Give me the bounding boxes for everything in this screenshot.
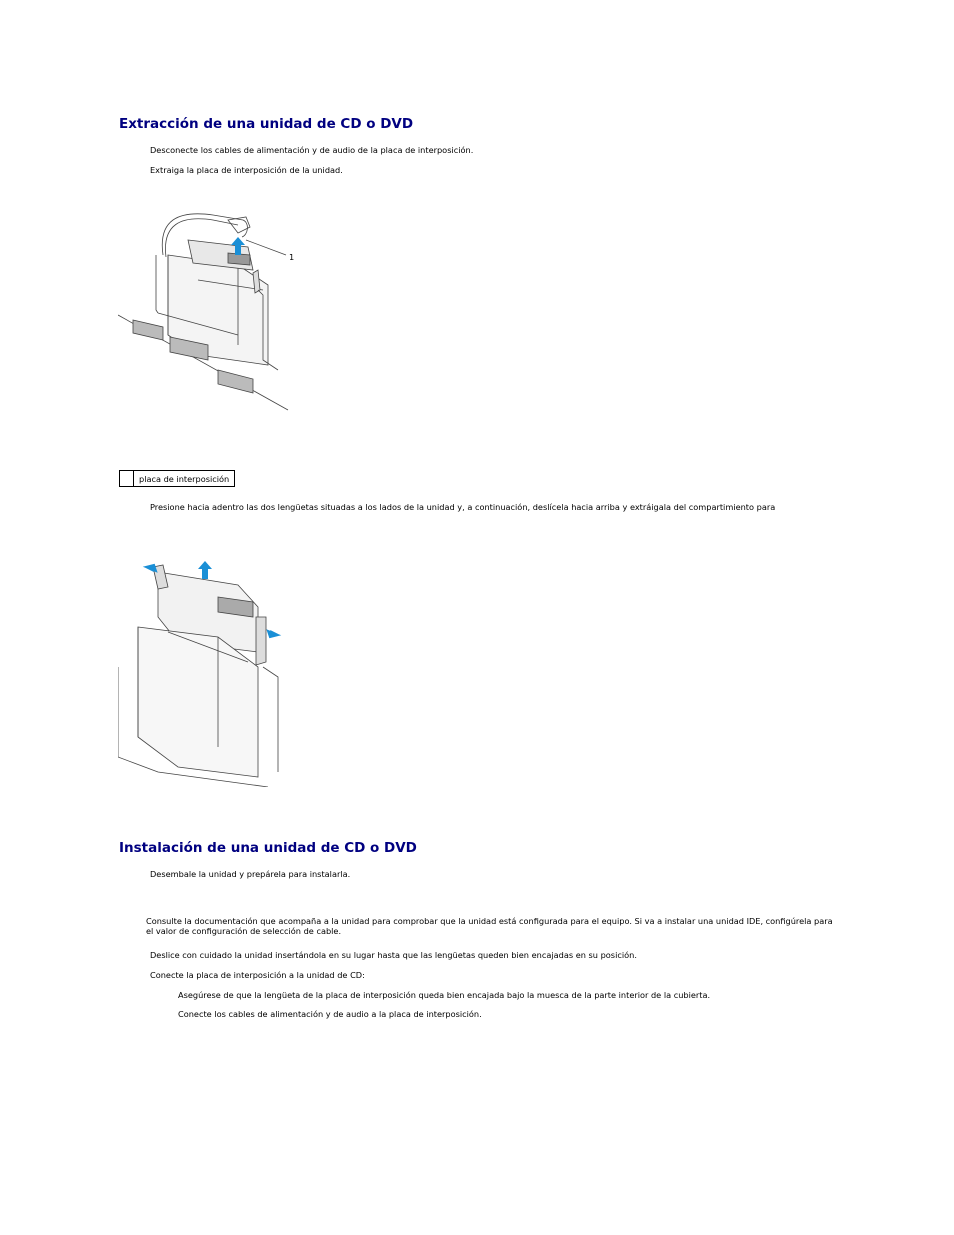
- install-note: Consulte la documentación que acompaña a la unidad para comprobar que la unidad está configurada para el equipo. Si va a instalar una unidad IDE, configúrela para el valor de configuración de selección de cable.: [146, 916, 833, 936]
- removal-step-3: Presione hacia adentro las dos lengüetas situadas a los lados de la unidad y, a continuación, deslícela hacia arriba y extráigala del compartimiento para: [150, 502, 776, 512]
- figure-callout-1: 1: [289, 252, 295, 262]
- install-substep-1: Asegúrese de que la lengüeta de la placa de interposición queda bien encajada bajo la muesca de la parte interior de la cubierta.: [178, 990, 711, 1000]
- legend-number: [120, 471, 134, 487]
- interposer-board-figure: [118, 195, 298, 420]
- removal-step-2: Extraiga la placa de interposición de la unidad.: [150, 165, 343, 175]
- drive-removal-figure: [118, 557, 298, 787]
- section-heading-removal: Extracción de una unidad de CD o DVD: [119, 116, 414, 132]
- install-step-3: Conecte la placa de interposición a la unidad de CD:: [150, 970, 365, 980]
- install-substep-2: Conecte los cables de alimentación y de audio a la placa de interposición.: [178, 1009, 482, 1019]
- figure-legend: [119, 470, 235, 487]
- install-step-2: Deslice con cuidado la unidad insertándola en su lugar hasta que las lengüetas queden bien encajadas en su posición.: [150, 950, 637, 960]
- legend-label: placa de interposición: [134, 471, 235, 487]
- install-step-1: Desembale la unidad y prepárela para instalarla.: [150, 869, 351, 879]
- section-heading-install: Instalación de una unidad de CD o DVD: [119, 840, 417, 856]
- removal-step-1: Desconecte los cables de alimentación y de audio de la placa de interposición.: [150, 145, 474, 155]
